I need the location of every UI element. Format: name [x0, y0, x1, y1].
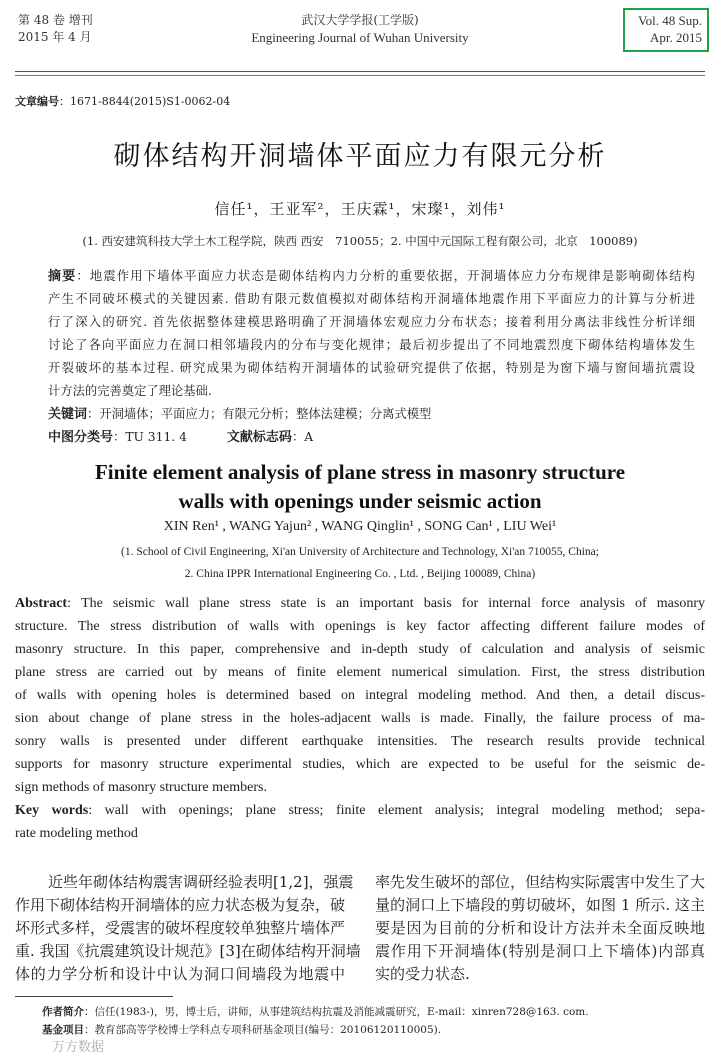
abstract-cn-text: 地震作用下墙体平面应力状态是砌体结构内力分析的重要依据，开洞墙体应力分布规律是影响砌体结构	[89, 269, 695, 283]
abstract-en-line: plane stress are carried out by means of finite element numerical simulation. First, the stress distribution	[15, 665, 705, 680]
body-left-line: 坏形式多样，受震害的破坏程度较单独整片墙体严	[15, 919, 346, 937]
abstract-cn-line: 计方法的完善奠定了理论基础.	[48, 384, 212, 398]
authors-en: XIN Ren¹ , WANG Yajun² , WANG Qinglin¹ , SONG Can¹ , LIU Wei¹	[163, 519, 557, 534]
fund-info: 基金项目：教育部高等学校博士学科点专项科研基金项目(编号：20106120110005).	[42, 1024, 442, 1036]
body-left-line: 近些年砌体结构震害调研经验表明[1,2]，强震	[48, 873, 354, 891]
body-right-line: 量的洞口上下墙段的剪切破坏，如图 1 所示. 这主	[375, 896, 705, 914]
abstract-cn-label: 摘要	[48, 269, 77, 284]
abstract-en-line: Abstract: The seismic wall plane stress state is an important basis for internal force analysis of masonry	[15, 596, 705, 611]
article-number-value: 1671-8844(2015)S1-0062-04	[70, 95, 231, 108]
keywords-en-line: rate modeling method	[15, 826, 138, 841]
keywords-en-line: Key words: wall with openings; plane stress; finite element analysis; integral modeling method; sepa-	[15, 803, 705, 818]
fund-value: 教育部高等学校博士学科点专项科研基金项目(编号：20106120110005).	[94, 1024, 442, 1036]
class-no-label: 中图分类号	[48, 430, 114, 445]
abstract-en-line: sonry walls is presented under different earthquake intensities. The research results provide technical	[15, 734, 705, 749]
date-en: Apr. 2015	[650, 30, 702, 45]
volume-cn: 第 48 卷 增刊	[18, 13, 93, 27]
journal-name-cn: 武汉大学学报(工学版)	[301, 13, 419, 27]
abstract-en-line: sign methods of masonry structure members.	[15, 780, 267, 795]
author-bio: 作者简介：信任(1983-)，男，博士后，讲师，从事建筑结构抗震及消能减震研究，E-mail：xinren728@163. com.	[42, 1006, 589, 1018]
body-left-line: 作用下砌体结构开洞墙体的应力状态极为复杂，破	[15, 896, 346, 914]
body-left-line: 重. 我国《抗震建筑设计规范》[3]在砌体结构开洞墙	[15, 942, 361, 960]
abstract-cn-line: 摘要：地震作用下墙体平面应力状态是砌体结构内力分析的重要依据，开洞墙体应力分布规律是影响砌体结构	[48, 269, 695, 284]
body-right-line: 要是因为目前的分析和设计方法并未全面反映地	[375, 919, 705, 937]
body-left-line: 体的力学分析和设计中认为洞口间墙段为地震中	[15, 965, 345, 983]
watermark: 万方数据	[52, 1040, 105, 1055]
keywords-en-label: Key words	[15, 803, 89, 818]
abstract-en-label: Abstract	[15, 596, 68, 611]
keywords-cn-label: 关键词	[48, 407, 88, 422]
abstract-cn-line: 讨论了各向平面应力在洞口相邻墙段内的分布与变化规律；最后初步提出了不同地震烈度下砌体结构墙体发生	[48, 338, 695, 352]
abstract-cn-line: 开裂破坏的基本过程. 研究成果为砌体结构开洞墙体的试验研究提供了依据，特别是为窗下墙与窗间墙抗震设	[48, 361, 695, 375]
keywords-cn: 关键词：开洞墙体；平面应力；有限元分析；整体法建模；分离式模型	[48, 407, 432, 422]
affiliation-en-line: 2. China IPPR International Engineering Co. , Ltd. , Beijing 100089, China)	[184, 568, 536, 580]
classification: 中图分类号：TU 311. 4 文献标志码：A	[48, 430, 314, 445]
affiliation-en-line: (1. School of Civil Engineering, Xi'an University of Architecture and Technology, Xi'an 710055, China;	[121, 546, 599, 558]
keywords-en-text: wall with openings; plane stress; finite element analysis; integral modeling method; sepa-	[104, 803, 705, 818]
volume-en: Vol. 48 Sup.	[637, 13, 702, 28]
title-en-line-1: Finite element analysis of plane stress in masonry structure	[94, 460, 626, 484]
header-rule	[15, 71, 705, 72]
title-en-line-2: walls with openings under seismic action	[178, 489, 542, 513]
date-cn: 2015 年 4 月	[18, 30, 92, 44]
affiliation-cn: (1. 西安建筑科技大学土木工程学院，陕西 西安 710055；2. 中国中元国际工程有限公司，北京 100089)	[82, 234, 638, 248]
abstract-cn-line: 行了深入的研究. 首先依据整体建模思路明确了开洞墙体宏观应力分布状态；接着利用分离法非线性分析详细	[48, 315, 695, 329]
body-right-line: 率先发生破坏的部位，但结构实际震害中发生了大	[375, 873, 706, 891]
journal-name-en: Engineering Journal of Wuhan University	[251, 30, 469, 45]
doc-code-label: 文献标志码	[226, 430, 292, 445]
keywords-cn-value: 开洞墙体；平面应力；有限元分析；整体法建模；分离式模型	[99, 407, 432, 421]
author-bio-label: 作者简介	[42, 1006, 84, 1018]
title-cn: 砌体结构开洞墙体平面应力有限元分析	[113, 141, 607, 172]
header-rule-thin	[15, 75, 705, 76]
abstract-en-text: The seismic wall plane stress state is an important basis for internal force analysis of masonry	[81, 596, 705, 611]
abstract-cn-line: 产生不同破坏模式的关键因素. 借助有限元数值模拟对砌体结构开洞墙体地震作用下平面应力的计算与分析进	[48, 292, 695, 306]
abstract-en-line: sion about change of plane stress in the holes-adjacent walls is made. Finally, the failure process of ma-	[15, 711, 705, 726]
authors-cn: 信任¹，王亚军²，王庆霖¹，宋璨¹，刘伟¹	[214, 200, 506, 218]
article-number-label: 文章编号	[15, 95, 59, 108]
footnote-rule	[15, 996, 173, 997]
body-right-line: 震作用下开洞墙体(特别是洞口上下墙体)内部真	[375, 942, 705, 960]
author-bio-value: 信任(1983-)，男，博士后，讲师，从事建筑结构抗震及消能减震研究，E-mail：xinren728@163. com.	[94, 1006, 589, 1018]
article-number: 文章编号：1671-8844(2015)S1-0062-04	[15, 95, 231, 108]
doc-code-value: A	[304, 430, 314, 444]
abstract-en-line: masonry structure. In this paper, comprehensive and in-depth study of calculation and analysis of seismic	[15, 642, 705, 657]
class-no-value: TU 311. 4	[125, 430, 187, 444]
abstract-en-line: of walls with opening holes is determined based on integral modeling method. And then, a detail discus-	[15, 688, 705, 703]
abstract-en-line: supports for masonry structure experimental studies, which are expected to be useful for the seismic de-	[15, 757, 705, 772]
fund-label: 基金项目	[42, 1024, 84, 1036]
body-right-line: 实的受力状态.	[375, 965, 470, 983]
abstract-en-line: structure. The stress distribution of walls with openings is key factor affecting different failure modes of	[15, 619, 705, 634]
